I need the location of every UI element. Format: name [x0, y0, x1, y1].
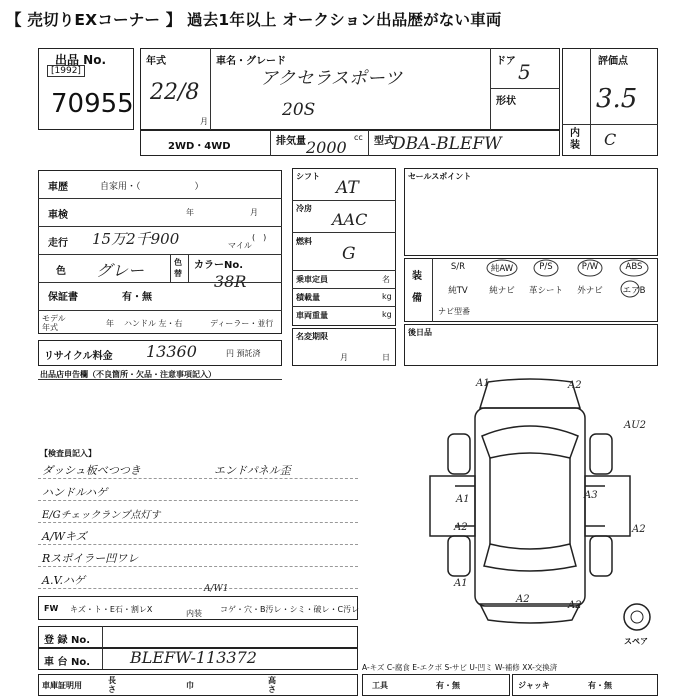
- diagram-mark: A2: [632, 524, 646, 535]
- rating-score: 3.5: [596, 84, 638, 114]
- tools-value: 有・無: [436, 681, 460, 690]
- capacity-label: 乗車定員: [296, 275, 328, 284]
- interior-label: 内装: [570, 128, 580, 151]
- year-label: 年式: [146, 56, 166, 67]
- color-code-value: 38R: [214, 272, 247, 291]
- equipment-item: P/W: [581, 262, 599, 272]
- diagram-mark: A2: [516, 594, 530, 605]
- load-unit: kg: [382, 292, 392, 301]
- model-code-value: DBA-BLEFW: [392, 134, 502, 154]
- model-year-label: モデル年式: [42, 314, 66, 332]
- history-value: 自家用・（ ）: [100, 182, 204, 192]
- diagram-mark: A2: [454, 522, 468, 533]
- recycle-value: 13360: [146, 342, 197, 361]
- doors-label: ドア: [496, 56, 516, 67]
- recycle-unit: 円 預託済: [226, 349, 261, 358]
- equipment-item: 外ナビ: [577, 286, 603, 296]
- equipment-item: 純TV: [448, 286, 468, 296]
- recycle-label: リサイクル料金: [44, 351, 113, 362]
- shift-label: シフト: [296, 172, 320, 181]
- model-year-handle: ハンドル 左・右: [124, 319, 183, 328]
- inspection-month: 月: [250, 208, 258, 217]
- diagram-mark: A1: [454, 578, 468, 589]
- model-grade: 20S: [282, 100, 316, 120]
- inspector-note: Rスポイラー凹ワレ: [42, 552, 139, 565]
- inspection-label: 車検: [48, 210, 68, 221]
- equipment-item: 革シート: [528, 286, 563, 296]
- color-label: 色: [56, 266, 66, 277]
- model-year-dealer: ディーラー・並行: [210, 319, 274, 328]
- load-label: 積載量: [296, 293, 320, 302]
- diagram-mark: A3: [584, 490, 598, 501]
- jack-value: 有・無: [588, 681, 612, 690]
- nav-label: ナビ型番: [438, 307, 470, 316]
- spare-tire-icon: [622, 602, 652, 632]
- garage-cert-box: [38, 674, 358, 696]
- model-year-year: 年: [106, 319, 114, 328]
- header-title: 【 売切りEXコーナー 】 過去1年以上 オークション出品歴がない車両: [6, 11, 502, 29]
- inspector-note: ハンドルハゲ: [42, 486, 108, 499]
- capacity-unit: 名: [382, 275, 390, 284]
- inspection-year: 年: [186, 208, 194, 217]
- weight-label: 車両重量: [296, 311, 328, 320]
- equipment-item: ABS: [625, 262, 643, 272]
- garage-height: 高さ: [268, 676, 276, 694]
- lot-year-box: [1992]: [47, 65, 85, 77]
- displacement-label: 排気量: [276, 136, 306, 147]
- registration-label: 登 録 No.: [44, 635, 91, 646]
- interior-grade: C: [604, 130, 617, 149]
- equipment-label: 装備: [412, 271, 422, 304]
- color-value: グレー: [96, 261, 145, 280]
- fuel-value: G: [342, 244, 356, 264]
- color-change-label: 色替: [174, 258, 182, 278]
- aftermarket-label: 後日品: [408, 328, 432, 337]
- diagram-mark: A1: [476, 378, 490, 389]
- mileage-paren: ( ): [252, 233, 267, 242]
- defects-items: コゲ・穴・B汚レ・シミ・破レ・C汚レ: [220, 605, 360, 614]
- sales-point-label: セールスポイント: [408, 172, 472, 181]
- year-month-suffix: 月: [200, 117, 208, 126]
- diagram-mark: A2: [568, 380, 582, 391]
- equipment-item: エアB: [622, 286, 646, 296]
- chassis-label: 車 台 No.: [44, 657, 91, 668]
- diagram-mark: AU2: [624, 420, 647, 431]
- drive-label: 2WD・4WD: [168, 141, 231, 152]
- defects-fw: FW: [44, 604, 59, 613]
- equipment-item: S/R: [450, 262, 466, 272]
- shift-value: AT: [336, 178, 359, 198]
- displacement-value: 2000: [306, 138, 347, 157]
- warranty-value: 有・無: [122, 292, 152, 303]
- lot-label: 出品 No.: [55, 53, 107, 67]
- lot-number: 70955: [51, 89, 134, 119]
- diagram-mark: A1: [456, 494, 470, 505]
- inspector-note: A.V.ハゲ: [42, 574, 85, 587]
- inspector-note: ダッシュ板べつつき: [42, 464, 141, 477]
- fuel-label: 燃料: [296, 237, 312, 246]
- legend-text: A-キズ C-腐食 E-エクボ S-サビ U-凹ミ W-補修 XX-交換済: [362, 663, 558, 672]
- garage-width: 巾: [186, 681, 194, 690]
- chassis-value: BLEFW-113372: [130, 648, 257, 667]
- shape-label: 形状: [496, 96, 516, 107]
- aircon-value: AAC: [332, 210, 368, 229]
- model-code-label: 型式: [374, 136, 394, 147]
- garage-long: 長さ: [108, 676, 116, 694]
- color-code-label: カラーNo.: [194, 260, 244, 271]
- lot-box: [38, 48, 134, 130]
- weight-unit: kg: [382, 310, 392, 319]
- equipment-item: 純ナビ: [489, 286, 515, 296]
- aftermarket-box: [404, 324, 658, 366]
- inspector-label: 【検査員記入】: [40, 449, 96, 458]
- mileage-unit: マイル: [228, 241, 252, 250]
- defects-text: キズ・ト・E石・割レX: [70, 605, 153, 614]
- defects-mark: A/W1: [204, 584, 229, 594]
- garage-cert-label: 車庫証明用: [42, 681, 82, 690]
- inspector-note: E/Gチェックランプ点灯す: [42, 510, 161, 521]
- rating-label: 評価点: [598, 56, 628, 67]
- spare-label: スペア: [624, 637, 648, 646]
- mileage-value: 15万2千900: [92, 230, 180, 248]
- cancel-label: 名変期限: [296, 332, 328, 341]
- diagram-mark: A2: [568, 600, 582, 611]
- equipment-circles: [434, 256, 658, 306]
- tools-label: 工具: [372, 681, 388, 690]
- displacement-unit: cc: [354, 133, 363, 142]
- equipment-item: P/S: [539, 262, 553, 272]
- history-label: 車歴: [48, 182, 68, 193]
- aircon-label: 冷房: [296, 204, 312, 213]
- mileage-label: 走行: [48, 238, 68, 249]
- year-value: 22/8: [150, 80, 200, 105]
- model-label: 車名・グレード: [216, 56, 286, 67]
- warranty-label: 保証書: [48, 292, 78, 303]
- declaration-label: 出品店申告欄（不良箇所・欠品・注意事項記入）: [40, 370, 216, 379]
- cancel-month: 月: [340, 353, 348, 362]
- model-name: アクセラスポーツ: [260, 68, 403, 89]
- doors-value: 5: [518, 60, 531, 84]
- cancel-day: 日: [382, 353, 390, 362]
- inspector-note: A/Wキズ: [42, 530, 87, 543]
- defects-interior: 内装: [186, 609, 202, 618]
- equipment-item: 純AW: [490, 264, 514, 274]
- jack-label: ジャッキ: [518, 681, 550, 690]
- inspector-right-note: エンドパネル歪: [214, 464, 291, 477]
